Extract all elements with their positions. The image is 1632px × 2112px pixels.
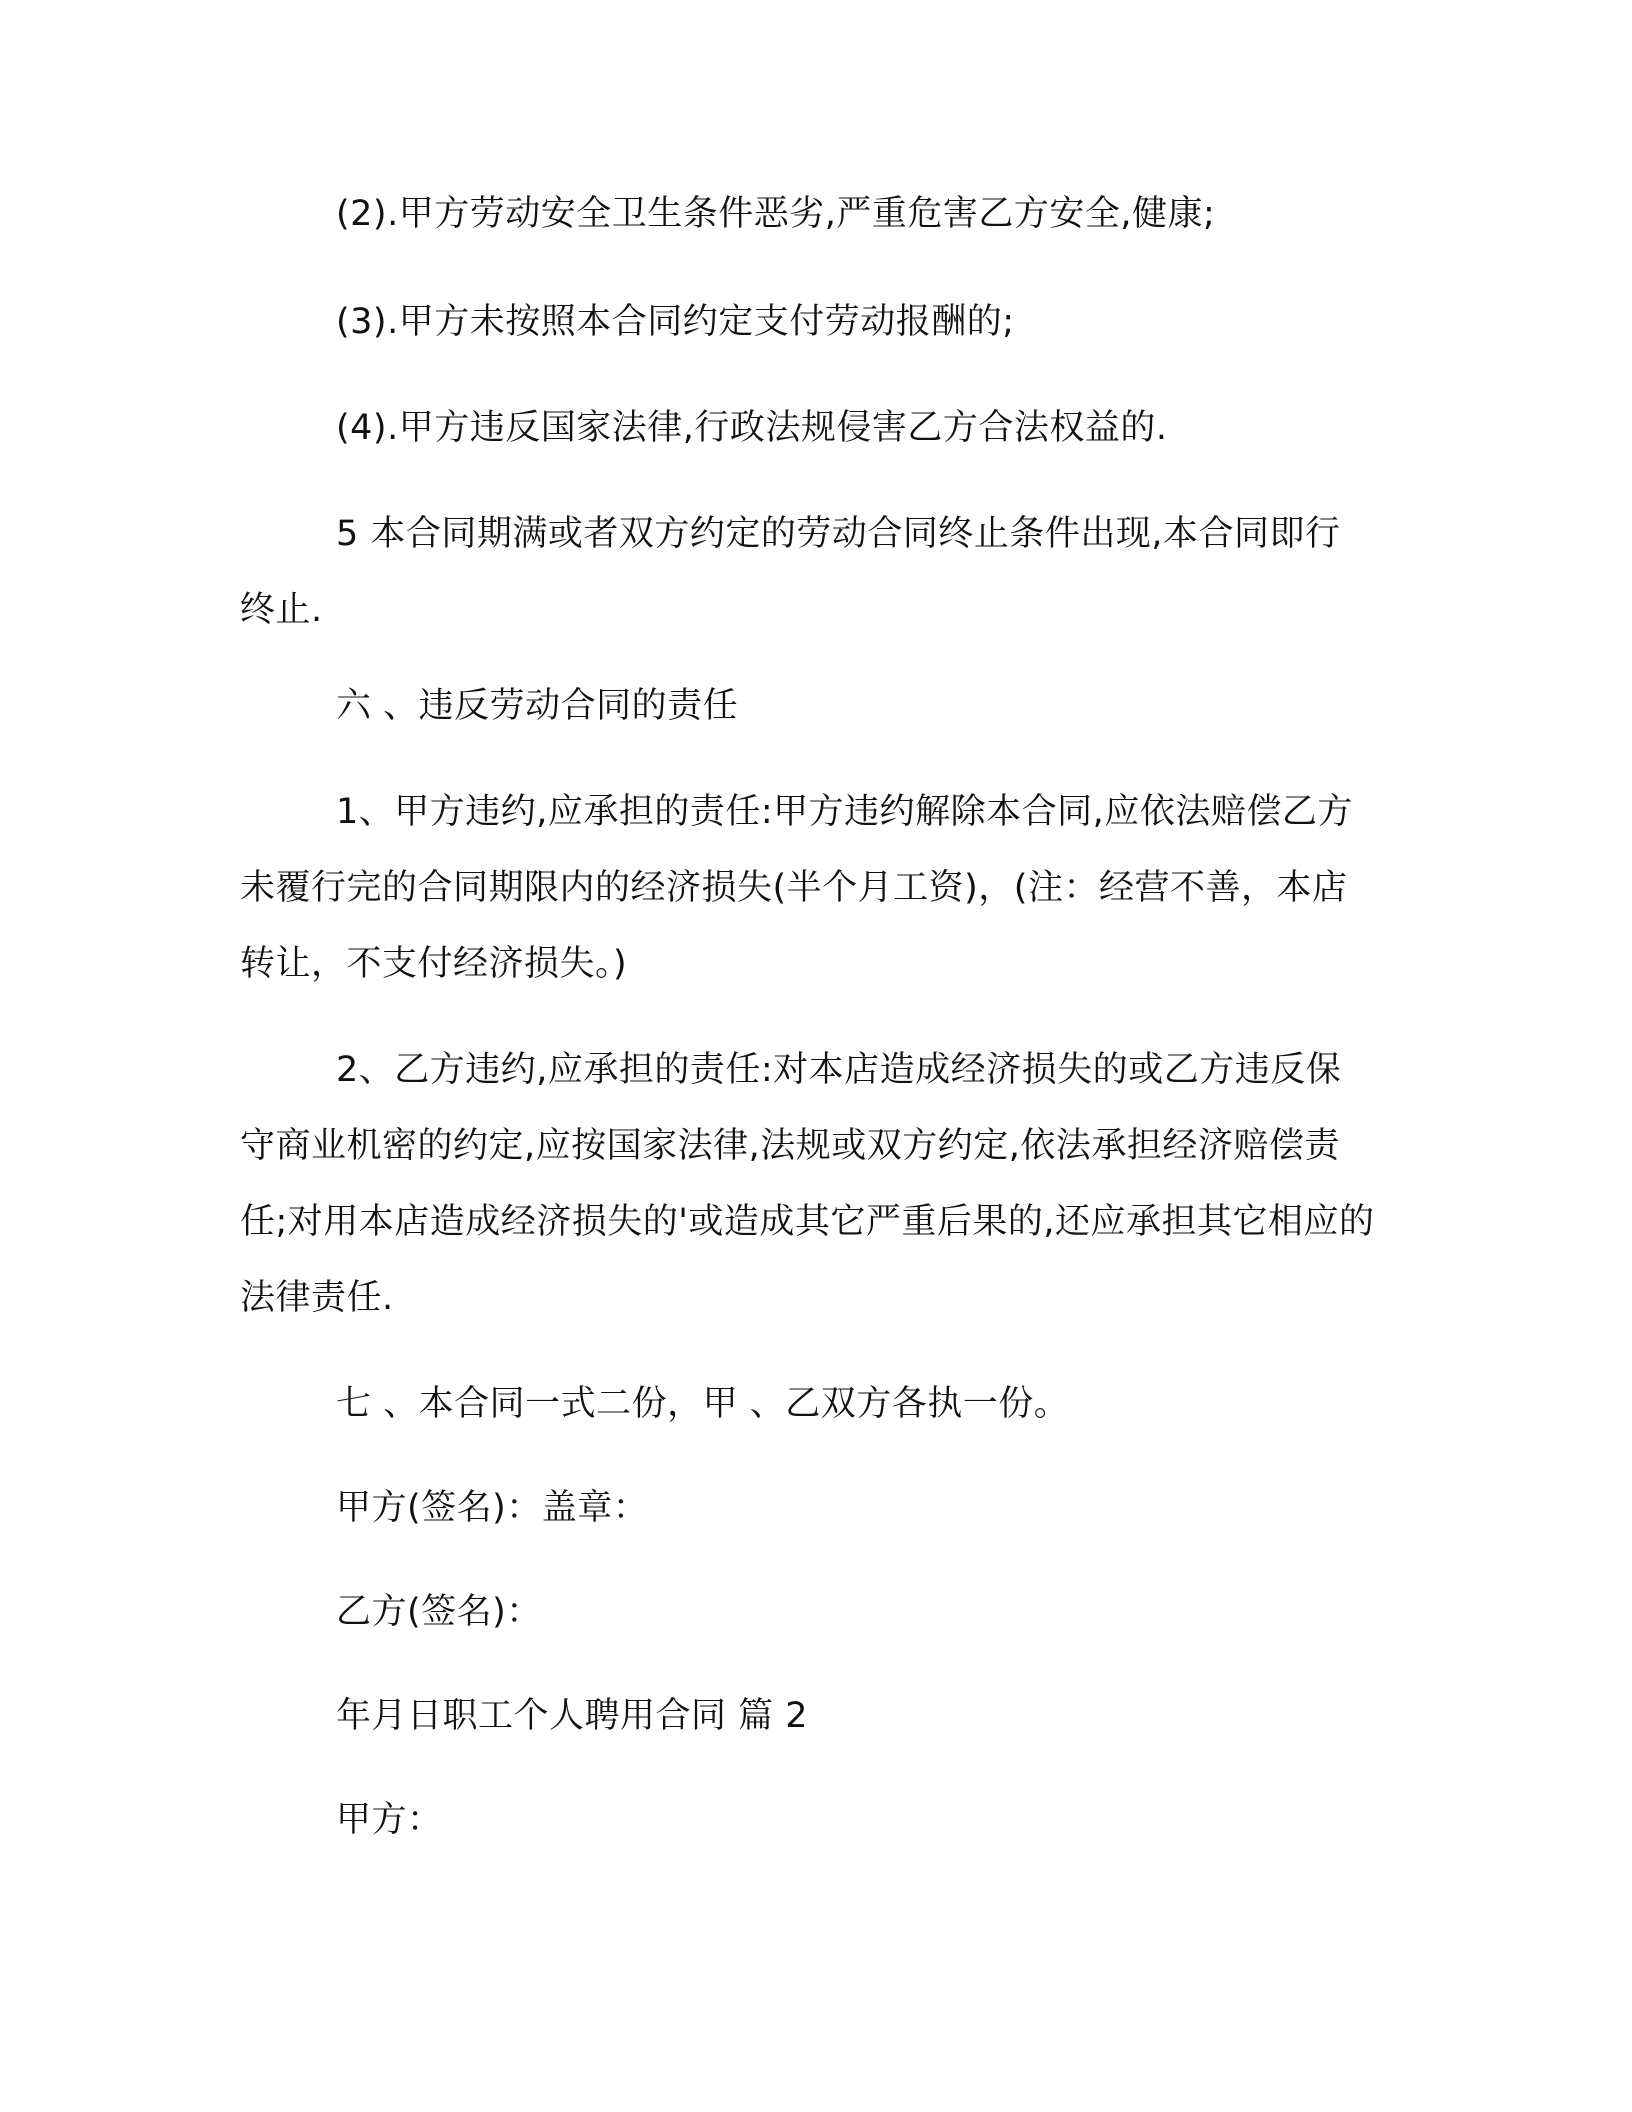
section-heading-6: 六 、违反劳动合同的责任 xyxy=(336,686,739,726)
contract-title-2: 年月日职工个人聘用合同 篇 2 xyxy=(336,1696,809,1736)
signature-party-a: 甲方(签名)：盖章： xyxy=(336,1488,649,1528)
paragraph-clause-2: (2).甲方劳动安全卫生条件恶劣,严重危害乙方安全,健康; xyxy=(336,194,1216,234)
paragraph-clause-3: (3).甲方未按照本合同约定支付劳动报酬的; xyxy=(336,302,1015,342)
paragraph-clause-5: 5 本合同期满或者双方约定的劳动合同终止条件出现,本合同即行终止. xyxy=(240,514,1341,630)
paragraph-party-a-breach: 1、甲方违约,应承担的责任:甲方违约解除本合同,应依法赔偿乙方未覆行完的合同期限内的经济损失(半个月工资)，(注：经营不善，本店转让，不支付经济损失。) xyxy=(240,792,1353,984)
section-heading-7: 七 、本合同一式二份，甲 、乙双方各执一份。 xyxy=(336,1384,1070,1424)
paragraph-clause-4: (4).甲方违反国家法律,行政法规侵害乙方合法权益的. xyxy=(336,408,1168,448)
signature-party-b: 乙方(签名)： xyxy=(336,1592,542,1632)
paragraph-party-b-breach: 2、乙方违约,应承担的责任:对本店造成经济损失的或乙方违反保守商业机密的约定,应按国家法律,法规或双方约定,依法承担经济赔偿责任;对用本店造成经济损失的'或造成其它严重后果的,还应承担其它相应的法律责任. xyxy=(240,1050,1375,1318)
party-a-label: 甲方： xyxy=(336,1800,443,1840)
